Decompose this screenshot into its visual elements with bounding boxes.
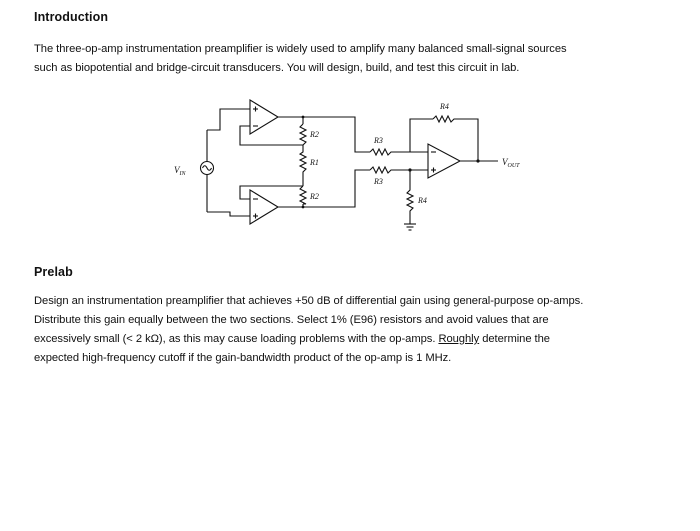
r3-top-label: R3 — [374, 136, 383, 145]
intro-line-2: such as biopotential and bridge-circuit transducers. You will design, build, and test this circuit in lab. — [34, 62, 520, 74]
r1-label: R1 — [310, 158, 319, 167]
r2-bottom-label: R2 — [310, 192, 319, 201]
intro-line-1: The three-op-amp instrumentation preamplifier is widely used to amplify many balanced small-signal sources — [34, 43, 567, 55]
roughly-emphasis: Roughly — [438, 333, 480, 345]
prelab-paragraph — [34, 292, 684, 368]
resistor-r2-bottom — [300, 186, 306, 204]
r3-bottom-label: R3 — [374, 177, 383, 186]
op-amp-top — [250, 100, 278, 134]
resistor-r2-top — [300, 124, 306, 145]
prelab-line-2: Distribute this gain equally between the two sections. Select 1% (E96) resistors and avoid values that are — [34, 314, 549, 326]
prelab-line-4: expected high-frequency cutoff if the gain-bandwidth product of the op-amp is 1 MHz. — [34, 352, 452, 364]
r4-bottom-label: R4 — [418, 196, 427, 205]
r4-top-label: R4 — [440, 102, 449, 111]
instrumentation-amp-schematic — [160, 90, 550, 250]
op-amp-bottom — [250, 190, 278, 224]
prelab-heading: Prelab — [34, 265, 73, 279]
intro-paragraph — [34, 40, 684, 78]
resistor-r4-ground — [407, 170, 413, 224]
resistor-r3-bottom — [370, 167, 410, 173]
intro-heading: Introduction — [34, 10, 109, 24]
input-source-symbol — [201, 130, 214, 212]
ground-icon — [404, 224, 416, 230]
resistor-r3-top — [370, 149, 410, 155]
resistor-r1 — [300, 145, 306, 186]
op-amp-output — [428, 144, 460, 178]
r2-top-label: R2 — [310, 130, 319, 139]
vout-label: $V_{OUT}$ — [502, 157, 520, 169]
prelab-line-1: Design an instrumentation preamplifier that achieves +50 dB of differential gain using general-purpose op-amps. — [34, 295, 584, 307]
prelab-line-3: excessively small (< 2 kΩ), as this may cause loading problems with the op-amps. Roughly determine the — [34, 333, 550, 345]
vin-label: $V_{IN}$ — [174, 165, 186, 177]
